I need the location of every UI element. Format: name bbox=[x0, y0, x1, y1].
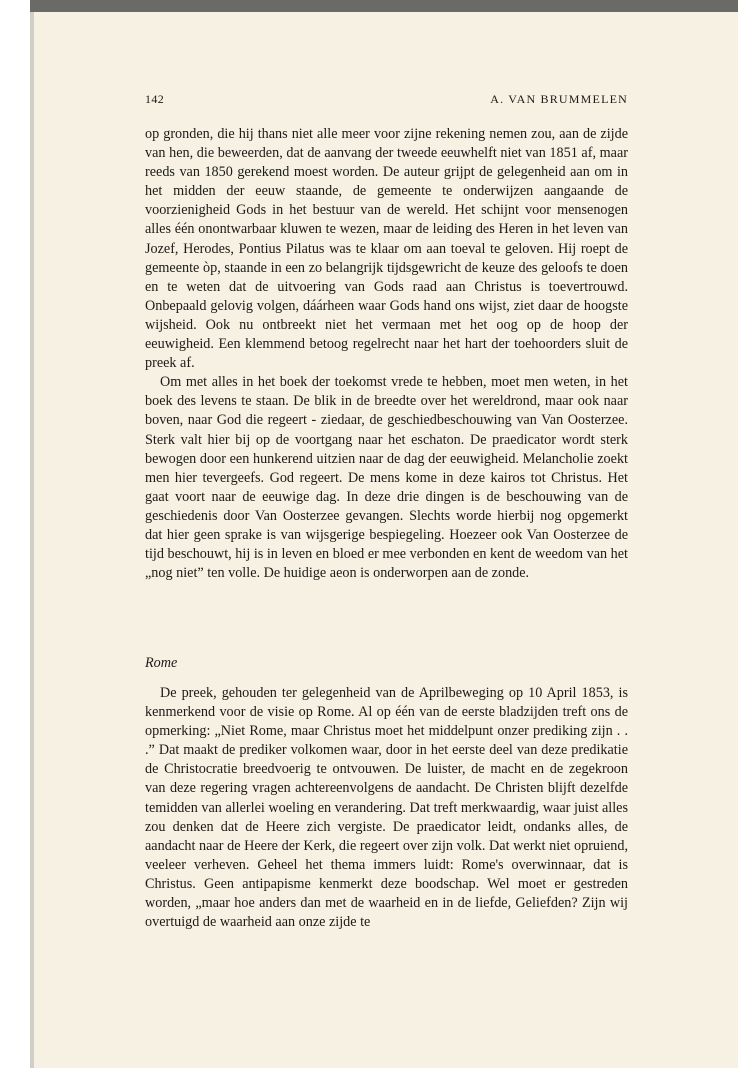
paragraph-history-view: Om met alles in het boek der toekomst vrede te hebben, moet men weten, in het boek des levens te staan. De blik in de breedte over het wereldrond, maar ook naar boven, naar God die regeert - ziedaar, de geschiedbeschouwing van Van Oosterzee. Sterk valt hier bij op de voortgang naar het eschaton. De praedicator wordt sterk bewogen door een hunkerend uitzien naar de dag der eeuwigheid. Melancholie zoekt men hier tevergeefs. God regeert. De mens kome in deze kairos tot Christus. Het gaat voort naar de eeuwige dag. In deze drie dingen is de beschouwing van de geschiedenis door Van Oosterzee gevangen. Slechts worde hierbij nog opgemerkt dat hier geen sprake is van wijsgerige bespiegeling. Hoezeer ook Van Oosterzee de tijd beschouwt, hij is in leven en bloed er mee verbonden en kent de weedom van het „nog niet” ten volle. De huidige aeon is onderworpen aan de zonde. bbox=[145, 374, 628, 582]
running-head bbox=[145, 92, 628, 110]
paragraph-rome-sermon: De preek, gehouden ter gelegenheid van de Aprilbeweging op 10 April 1853, is kenmerkend voor de visie op Rome. Al op één van de eerste bladzijden treft ons de opmerking: „Niet Rome, maar Christus moet het middelpunt onzer prediking zijn . . .” Dat maakt de prediker volkomen waar, door in het eerste deel van deze predikatie de Christocratie breedvoerig te ontvouwen. De luister, de macht en de zegekroon van deze regering vragen achtereenvolgens de aandacht. De Christen blijft dezelfde temidden van allerlei woeling en verandering. Dat treft merkwaardig, waar juist alles zou denken dat de Heere zich vergiste. De praedicator leidt, ondanks alles, de aandacht naar de Heere der Kerk, die regeert over zijn volk. Dat werkt niet opruiend, veeleer verheven. Geheel het thema immers luidt: Rome's overwinnaar, dat is Christus. Geen antipapisme kenmerkt deze boodschap. Wel moet er gestreden worden, „maar hoe anders dan met de waarheid en in de liefde, Geliefden? Zijn wij overtuigd de waarheid aan onze zijde te bbox=[145, 685, 628, 931]
paragraph-continuation: op gronden, die hij thans niet alle meer voor zijne rekening nemen zou, aan de zijde van hen, die beweerden, dat de aanvang der tweede eeuwhelft niet van 1851 af, maar reeds van 1850 gerekend moest worden. De auteur grijpt de gelegenheid aan om in het midden der eeuw staande, de gemeente te onderwijzen aangaande de voorzienigheid Gods in het bestuur van de wereld. Het schijnt voor mensenogen alles één onontwarbaar kluwen te wezen, maar de leiding des Heren in het leven van Jozef, Herodes, Pontius Pilatus was te klaar om aan toeval te geloven. Hij roept de gemeente òp, staande in een zo belangrijk tijdsgewricht de keuze des geloofs te doen en te weten dat de uitvoering van Gods raad aan Christus is toevertrouwd. Onbepaald gelovig volgen, dáárheen waar Gods hand ons wijst, ziet daar de hoogste wijsheid. Ook nu ontbreekt niet het vermaan met het oog op de hoop der eeuwigheid. Een klemmend betoog regelrecht naar het hart der toehoorders sluit de preek af. bbox=[145, 126, 628, 372]
scan-edge-top bbox=[30, 0, 738, 12]
running-head-author: A. VAN BRUMMELEN bbox=[490, 92, 628, 106]
body-text-part-2 bbox=[145, 684, 628, 932]
body-text-part-1 bbox=[145, 125, 628, 583]
page-number: 142 bbox=[145, 92, 165, 106]
section-heading-rome: Rome bbox=[145, 655, 178, 671]
